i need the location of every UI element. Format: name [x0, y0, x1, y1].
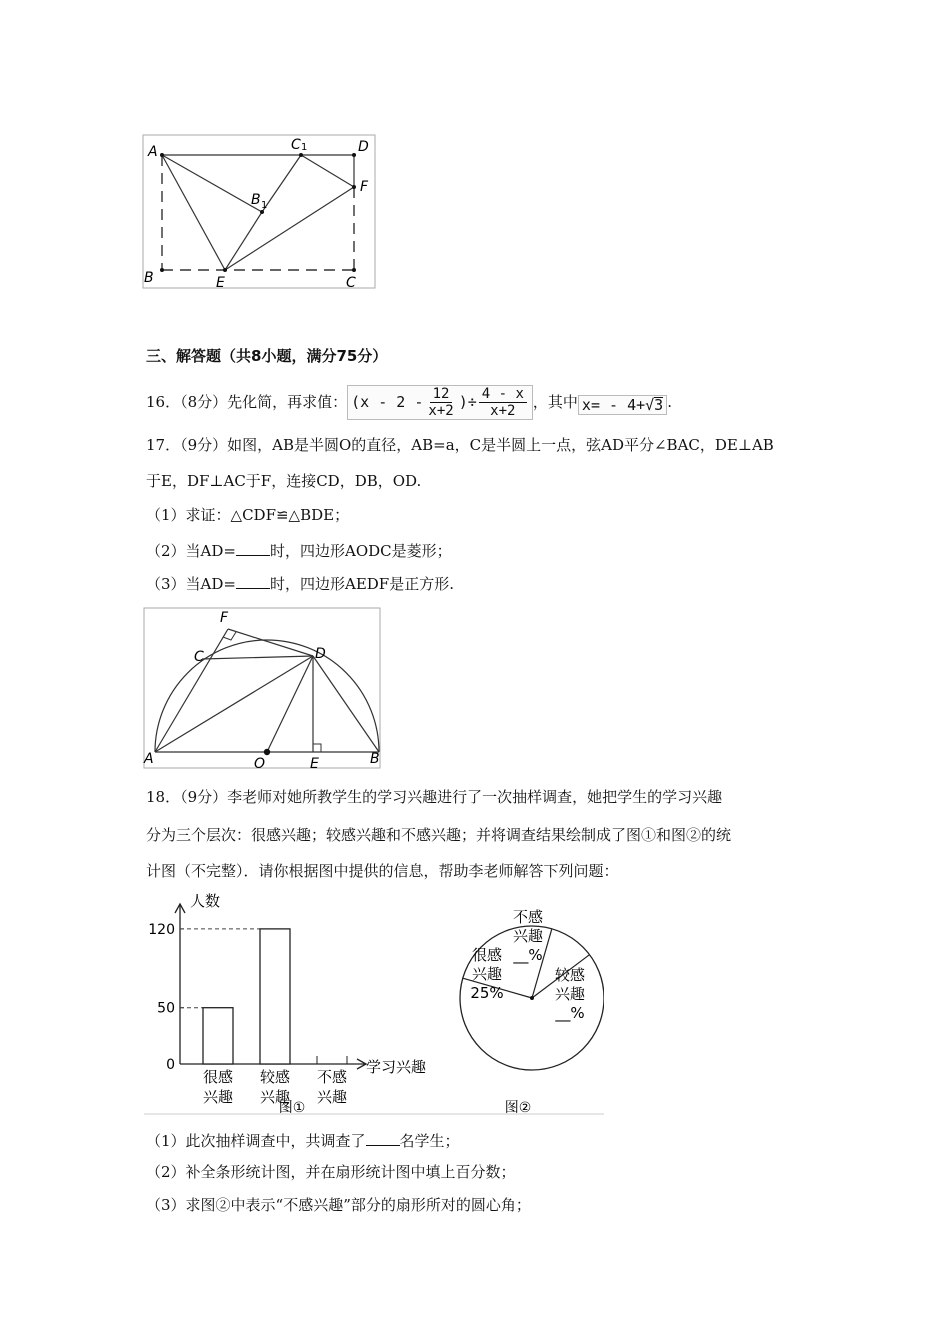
q16-frac2-num: 4 - x — [479, 387, 527, 403]
fig17-label-C: C — [194, 649, 204, 665]
pie-chart-slice-label: __% — [513, 946, 543, 964]
fig15-label-C: C — [346, 275, 356, 291]
q17-part3-blank[interactable] — [236, 574, 270, 589]
fig15-label-C1: C — [291, 137, 301, 153]
bar-chart-category-label: 兴趣 — [202, 1088, 234, 1106]
q17-part2-b: 时，四边形AODC是菱形； — [269, 542, 452, 560]
q18-line3: 计图（不完整）．请你根据图中提供的信息，帮助李老师解答下列问题： — [146, 862, 619, 880]
q16-prefix: 16．（8分）先化简，再求值： — [146, 392, 348, 411]
fig17-frame — [144, 608, 380, 768]
q17-part3 — [146, 574, 454, 592]
bar-chart-category-label: 较感 — [259, 1068, 291, 1086]
fig15-point-F — [352, 185, 356, 189]
q16-middle: ，其中 — [532, 392, 578, 411]
fig17-label-O: O — [254, 756, 266, 770]
fig15-edge-AE — [162, 155, 225, 270]
pie-chart-center — [530, 996, 534, 1000]
fig15-point-C1 — [299, 153, 303, 157]
q18-line2: 分为三个层次：很感兴趣；较感兴趣和不感兴趣；并将调查结果绘制成了图①和图②的统 — [146, 826, 732, 844]
fig17-label-B: B — [370, 751, 380, 767]
fig15-edge-EF — [225, 187, 354, 270]
fig17-label-D: D — [315, 646, 326, 662]
fig17-label-E: E — [310, 756, 319, 770]
q18-part1 — [146, 1131, 460, 1149]
fig15-edge-B1E — [225, 212, 262, 270]
fig15-frame — [143, 135, 375, 288]
q17-part1: （1）求证：△CDF≌△BDE； — [146, 506, 350, 524]
fig17-line-CD — [202, 656, 313, 659]
q18-part1-a: （1）此次抽样调查中，共调查了 — [146, 1132, 366, 1150]
q18-part1-blank[interactable] — [366, 1131, 400, 1146]
bar-chart-bar — [203, 1008, 233, 1064]
fig17-label-F: F — [220, 610, 229, 626]
bar-chart-bar — [260, 929, 290, 1064]
q18-line1: 18．（9分）李老师对她所教学生的学习兴趣进行了一次抽样调查，她把学生的学习兴趣 — [146, 788, 723, 806]
q16-expr-open: (x - 2 - — [351, 392, 424, 411]
q16-sqrt-sign: √ — [645, 395, 655, 414]
q16-frac1-num: 12 — [430, 387, 453, 403]
fig17-line-AD — [155, 656, 313, 752]
pie-chart-slice-label: 不感 — [512, 908, 544, 926]
q16-end: . — [667, 392, 672, 411]
pie-chart — [444, 892, 604, 1117]
pie-chart-slice-label: 兴趣 — [554, 985, 586, 1003]
fig15-label-A: A — [148, 144, 158, 160]
fig17-right-angle-E — [313, 744, 321, 752]
q17-part2-blank[interactable] — [236, 541, 270, 556]
fig15-point-E — [223, 268, 227, 272]
q17-part2 — [146, 541, 452, 559]
fig17-geometry — [142, 606, 384, 770]
q17-part2-a: （2）当AD= — [146, 542, 236, 560]
section-heading: 三、解答题（共8小题，满分75分） — [146, 347, 388, 365]
fig17-line-DB — [313, 656, 379, 752]
bar-chart-ytick-label: 50 — [157, 1000, 175, 1017]
q17-part3-a: （3）当AD= — [146, 575, 236, 593]
fig15-edge-B1C1 — [262, 155, 301, 212]
bar-chart-category-label: 兴趣 — [259, 1088, 291, 1106]
bar-chart-category-label: 兴趣 — [316, 1088, 348, 1106]
q16-frac1 — [425, 387, 456, 418]
bar-chart-category-label: 很感 — [202, 1068, 234, 1086]
pie-chart-slice-label: 很感 — [471, 946, 503, 964]
q18-part1-b: 名学生； — [399, 1132, 460, 1150]
fig15-point-C — [352, 268, 356, 272]
bar-chart-xlabel: 学习兴趣 — [366, 1058, 427, 1076]
q17-line2: 于E，DF⊥AC于F，连接CD，DB，OD. — [146, 472, 422, 490]
bar-chart-title: 图① — [278, 1100, 306, 1116]
fig15-label-B1: B — [251, 192, 261, 208]
fig15-label-E: E — [216, 275, 225, 291]
pie-chart-slice-label: 25% — [470, 984, 504, 1002]
fig15-label-D: D — [358, 139, 369, 155]
pie-chart-slice-label: 较感 — [554, 966, 586, 984]
fig17-line-AF — [155, 629, 228, 752]
bar-chart-category-label: 不感 — [316, 1068, 348, 1086]
fig15-point-D — [352, 153, 356, 157]
fig17-label-A: A — [144, 751, 154, 767]
bar-chart-ylabel: 人数 — [190, 892, 221, 910]
fig15-edge-C1F — [301, 155, 354, 187]
fig15-geometry — [140, 132, 380, 292]
q18-part3: （3）求图②中表示“不感兴趣”部分的扇形所对的圆心角； — [146, 1196, 531, 1214]
fig17-point-O — [264, 749, 270, 755]
q16-frac1-den: x+2 — [428, 402, 454, 419]
q17-part3-b: 时，四边形AEDF是正方形. — [269, 575, 454, 593]
q16-expression — [347, 385, 533, 420]
bar-chart-ytick-label: 120 — [148, 921, 175, 938]
bar-chart — [144, 892, 444, 1117]
pie-chart-slice-label: __% — [555, 1004, 585, 1022]
pie-chart-slice-label: 兴趣 — [471, 965, 503, 983]
fig15-label-C1-sub: 1 — [301, 142, 308, 153]
fig15-label-B1-sub: 1 — [261, 200, 268, 211]
q18-part2: （2）补全条形统计图，并在扇形统计图中填上百分数； — [146, 1163, 516, 1181]
pie-chart-title: 图② — [504, 1100, 532, 1116]
q16-expr-close-div: )÷ — [458, 392, 477, 411]
q16-frac2 — [479, 387, 527, 418]
fig15-label-F: F — [360, 179, 369, 195]
q16-sqrt-arg: 3 — [654, 396, 664, 414]
fig15-point-A — [160, 153, 164, 157]
q16-frac2-den: x+2 — [490, 402, 516, 419]
q17-line1: 17．（9分）如图，AB是半圆O的直径，AB=a，C是半圆上一点，弦AD平分∠BAC，DE⊥AB — [146, 436, 774, 454]
q16-x-value-text: x= - 4+ — [581, 395, 646, 414]
q16 — [146, 384, 672, 420]
fig15-label-B: B — [144, 270, 154, 286]
pie-chart-slice-label: 兴趣 — [512, 927, 544, 945]
fig15-point-B — [160, 268, 164, 272]
q16-x-value — [578, 395, 667, 415]
bar-chart-ytick-label: 0 — [166, 1057, 175, 1073]
